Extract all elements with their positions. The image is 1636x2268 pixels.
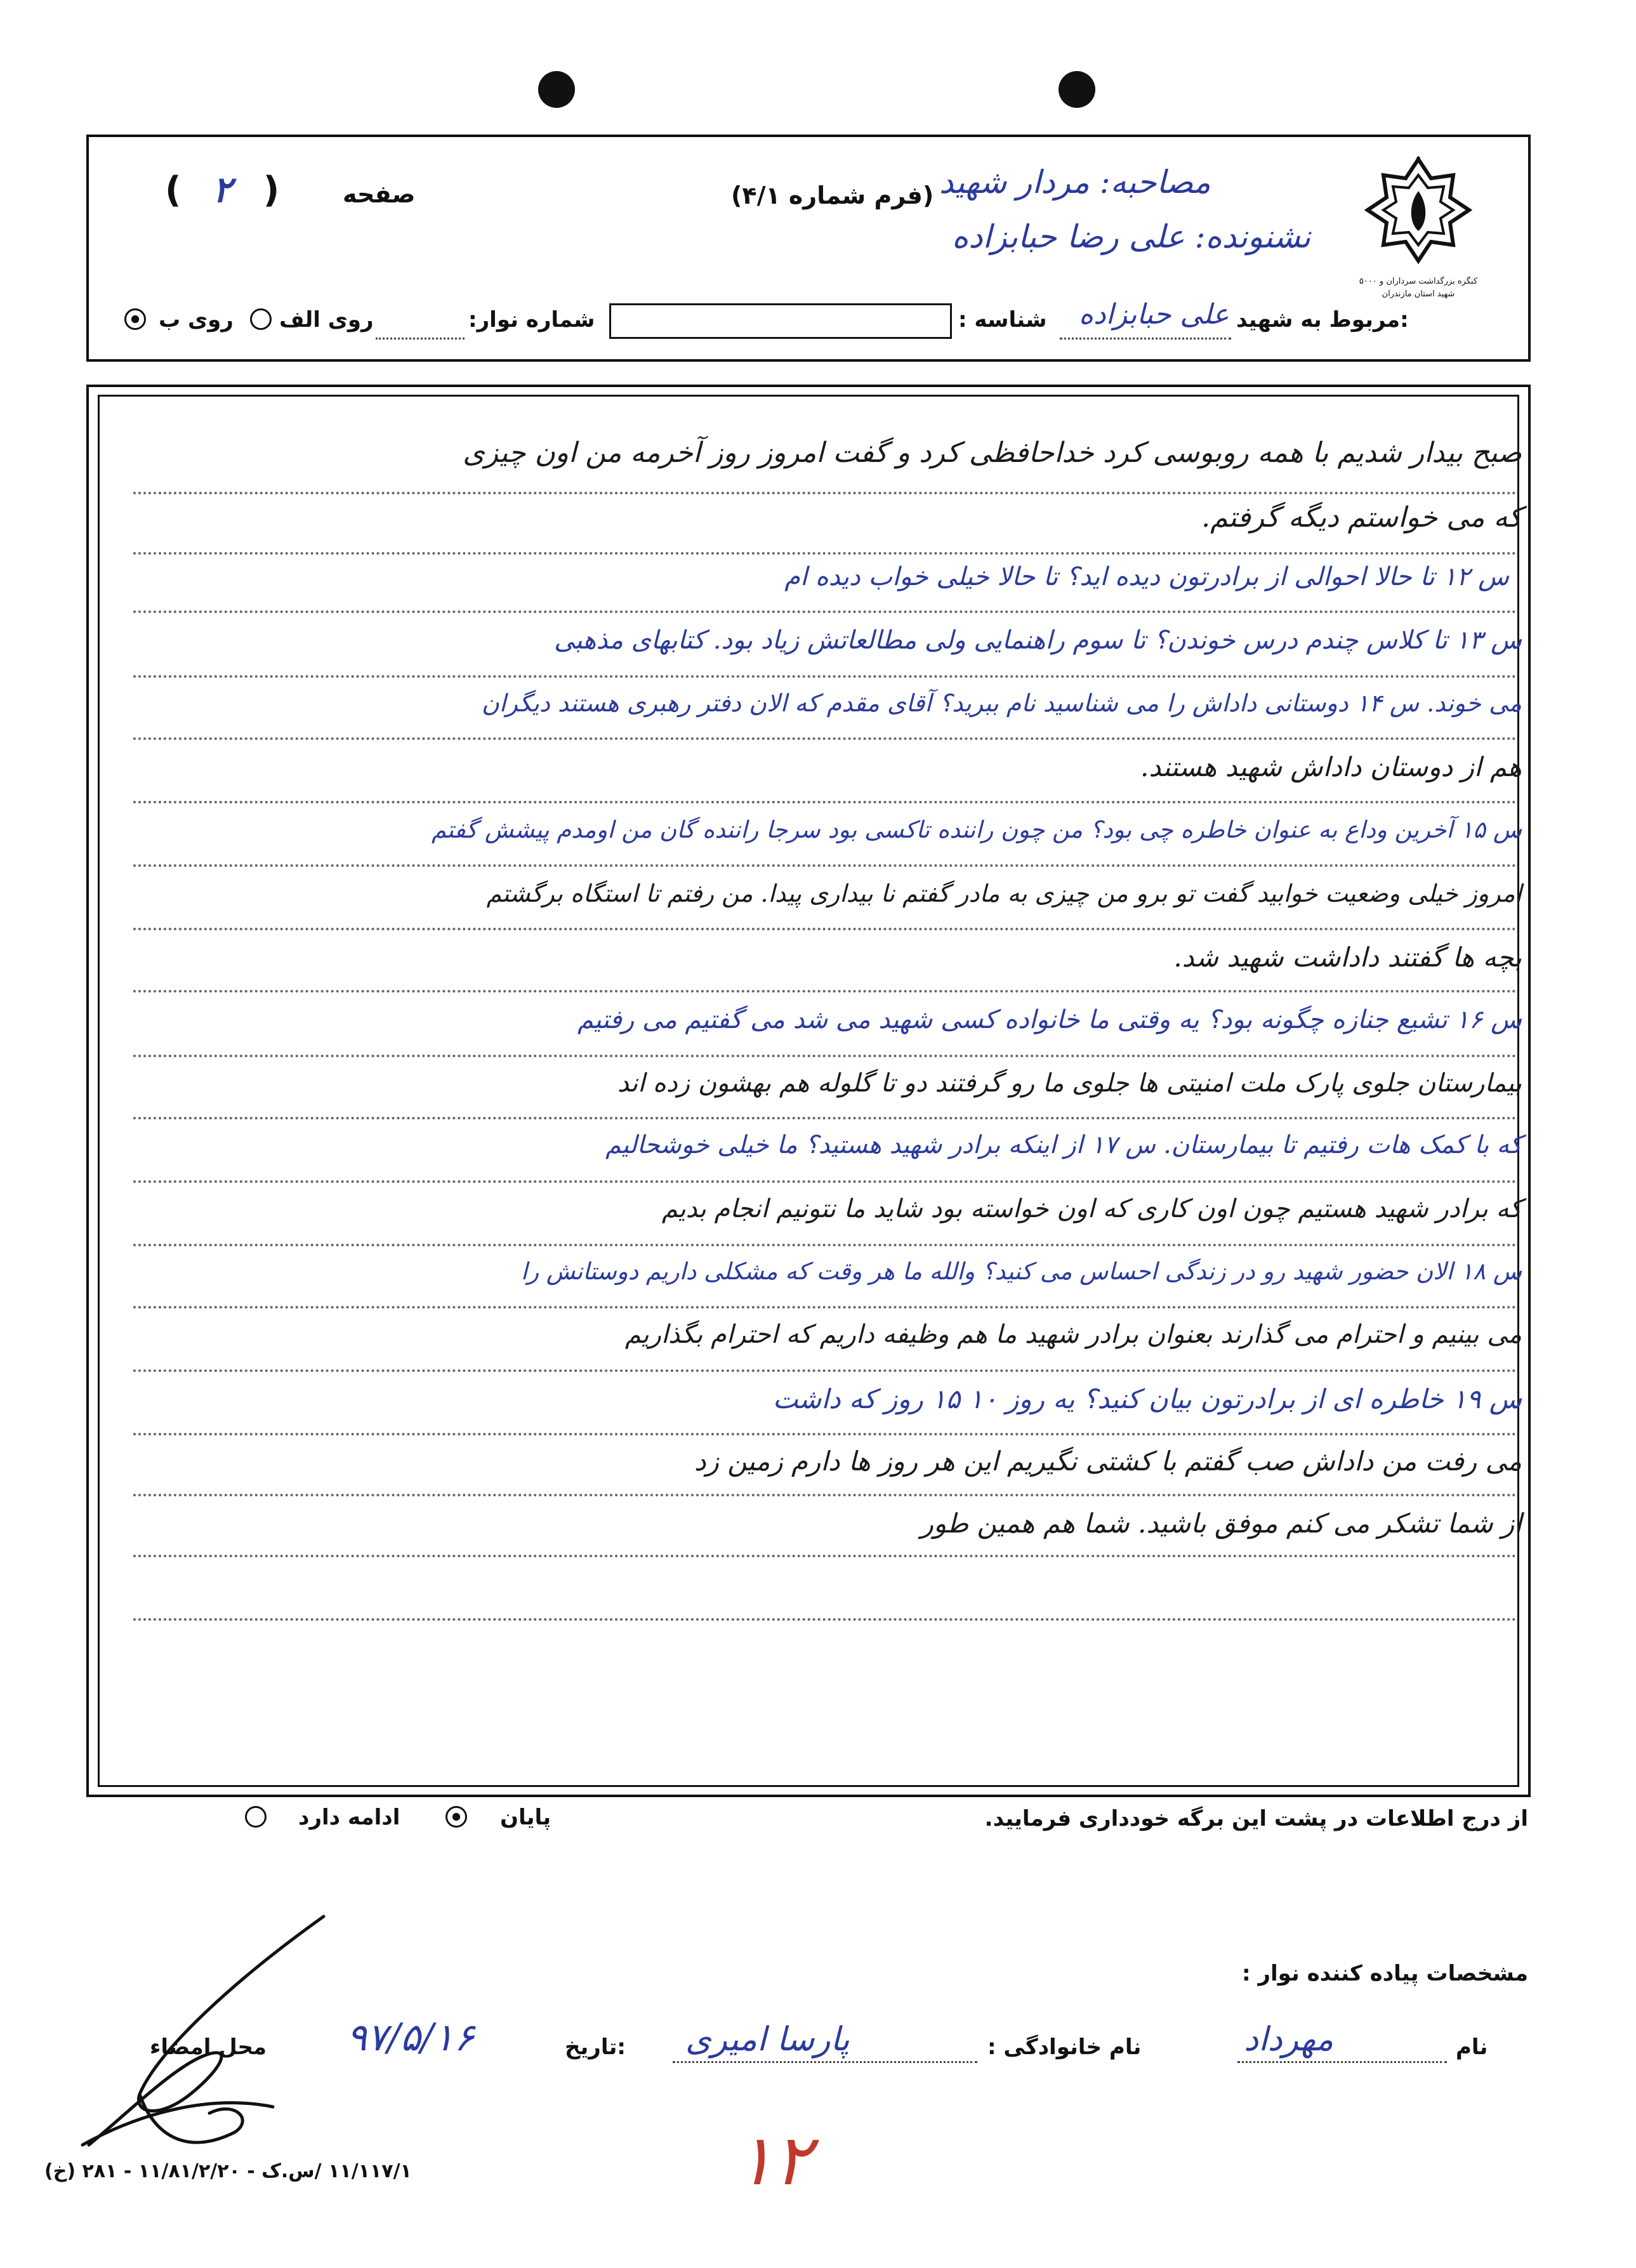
subject-line: مصاحبه: مردار شهید	[939, 164, 1211, 201]
martyr-underline	[1060, 338, 1231, 340]
punch-hole-left	[538, 71, 575, 108]
continue-checkbox[interactable]	[245, 1806, 267, 1828]
ruled-line	[133, 928, 1517, 930]
family-name-label: نام خانوادگی :	[987, 2034, 1142, 2060]
ruled-line	[133, 1117, 1517, 1119]
ruled-line	[133, 1369, 1517, 1372]
ruled-line	[133, 1494, 1517, 1496]
signature	[44, 1904, 349, 2170]
ruled-line	[133, 610, 1517, 613]
footer-note: از درج اطلاعات در پشت این برگه خودداری فرمایید.	[984, 1806, 1528, 1831]
ruled-line	[133, 552, 1517, 555]
ruled-line	[133, 737, 1517, 740]
body-line: که برادر شهید هستیم چون اون کاری که اون خواسته بود شاید ما نتونیم انجام بدیم	[661, 1194, 1522, 1223]
tape-number-label: شماره نوار:	[468, 307, 595, 333]
body-line: س ۱۵ آخرین وداع به عنوان خاطره چی بود؟ من چون راننده تاکسی بود سرجا راننده گان من اومدم پیشش گفتم	[431, 816, 1522, 843]
family-name-underline	[673, 2061, 977, 2063]
name-label: نام	[1456, 2034, 1488, 2060]
tape-number-underline	[376, 338, 465, 340]
martyr-label: مربوط به شهید:	[1236, 307, 1409, 333]
id-label: شناسه :	[958, 307, 1047, 333]
date-value: ۹۷/۵/۱۶	[346, 2015, 475, 2060]
body-line: بیمارستان جلوی پارک ملت امنیتی ها جلوی ما رو گرفتند دو تا گلوله هم بهشون زده اند	[617, 1069, 1522, 1098]
end-label: پایان	[500, 1805, 551, 1830]
narrator-line: نشنونده: علی رضا حبابزاده	[952, 218, 1311, 255]
body-line: امروز خیلی وضعیت خوابید گفت تو برو من چیزی به مادر گفتم نا بیداری پیدا. من رفتم تا استگاه برگشتم	[486, 880, 1522, 907]
punch-hole-right	[1059, 71, 1095, 108]
body-line: می بینیم و احترام می گذارند بعنوان برادر شهید ما هم وظیفه داریم که احترام بگذاریم	[624, 1320, 1522, 1349]
form-number: (فرم شماره ۴/۱)	[731, 181, 934, 209]
body-line: که می خواستم دیگه گرفتم.	[1201, 501, 1522, 534]
handwritten-number: ۱۲	[736, 2120, 812, 2201]
continue-label: ادامه دارد	[298, 1805, 400, 1830]
side-a-label: روی الف	[279, 307, 374, 333]
id-input-box[interactable]	[609, 303, 952, 339]
body-line: صبح بیدار شدیم با همه روبوسی کرد خداحافظی کرد و گفت امروز روز آخرمه من اون چیزی	[463, 437, 1522, 469]
ruled-line	[133, 1244, 1517, 1246]
page-number-box: ( ۲ )	[165, 169, 280, 211]
ruled-line	[133, 1055, 1517, 1057]
body-line: می رفت من داداش صب گفتم با کشتی نگیریم این هر روز ها دارم زمین زد	[694, 1446, 1522, 1477]
ruled-line	[133, 675, 1517, 678]
page-label: صفحه	[343, 180, 416, 208]
signature-label: محل امضاء	[150, 2034, 267, 2060]
body-line: س ۱۳ تا کلاس چندم درس خوندن؟ تا سوم راهنمایی ولی مطالعاتش زیاد بود. کتابهای مذهبی	[553, 626, 1522, 655]
ruled-line	[133, 492, 1517, 494]
name-value: مهرداد	[1244, 2021, 1334, 2059]
body-line: س ۱۹ خاطره ای از برادرتون بیان کنید؟ یه روز ۱۰ ۱۵ روز که داشت	[772, 1383, 1522, 1414]
logo-caption: کنگره بزرگداشت سرداران و ۵۰۰۰ شهید استان مازندران	[1359, 277, 1478, 299]
body-line: می خوند. س ۱۴ دوستانی داداش را می شناسید نام ببرید؟ آقای مقدم که الان دفتر رهبری هستند دیگران	[481, 689, 1522, 717]
end-checkbox[interactable]	[445, 1806, 467, 1828]
ruled-line	[133, 1180, 1517, 1183]
transcriber-section-title: مشخصات پیاده کننده نوار :	[1241, 1961, 1528, 1986]
form-code: ۱۱/۱۱۷/۱ /س.ک - ۱۱/۸۱/۲/۲۰ - ۲۸۱ (خ)	[44, 2160, 412, 2182]
ruled-line	[133, 1306, 1517, 1309]
ruled-line	[133, 1618, 1517, 1621]
body-line: بچه ها گفتند داداشت شهید شد.	[1173, 942, 1522, 973]
date-label: تاریخ:	[565, 2034, 626, 2060]
ruled-line	[133, 1555, 1517, 1557]
header-box	[86, 135, 1531, 362]
side-a-checkbox[interactable]	[250, 308, 272, 330]
body-line: س ۱۸ الان حضور شهید رو در زندگی احساس می کنید؟ والله ما هر وقت که مشکلی داریم دوستانش را	[520, 1258, 1522, 1285]
name-underline	[1237, 2061, 1447, 2063]
martyr-value: علی حبابزاده	[1079, 298, 1229, 331]
side-b-label: روی ب	[159, 307, 234, 333]
ruled-line	[133, 864, 1517, 867]
body-line: س ۱۶ تشیع جنازه چگونه بود؟ یه وقتی ما خانواده کسی شهید می شد می گفتیم می رفتیم	[577, 1005, 1522, 1034]
side-b-checkbox[interactable]	[124, 308, 146, 330]
body-line: که با کمک هات رفتیم تا بیمارستان. س ۱۷ از اینکه برادر شهید هستید؟ ما خیلی خوشحالیم	[605, 1131, 1522, 1159]
family-name-value: پارسا امیری	[685, 2021, 850, 2059]
body-line: س ۱۲ تا حالا احوالی از برادرتون دیده اید؟ تا حالا خیلی خواب دیده ام	[784, 562, 1509, 591]
body-line: هم از دوستان داداش شهید هستند.	[1140, 751, 1522, 782]
ruled-line	[133, 801, 1517, 803]
body-line: از شما تشکر می کنم موفق باشید. شما هم همین طور	[920, 1508, 1522, 1539]
page-number: ۲	[213, 169, 232, 211]
ruled-line	[133, 990, 1517, 992]
ruled-line	[133, 1433, 1517, 1435]
organization-logo	[1364, 156, 1472, 270]
